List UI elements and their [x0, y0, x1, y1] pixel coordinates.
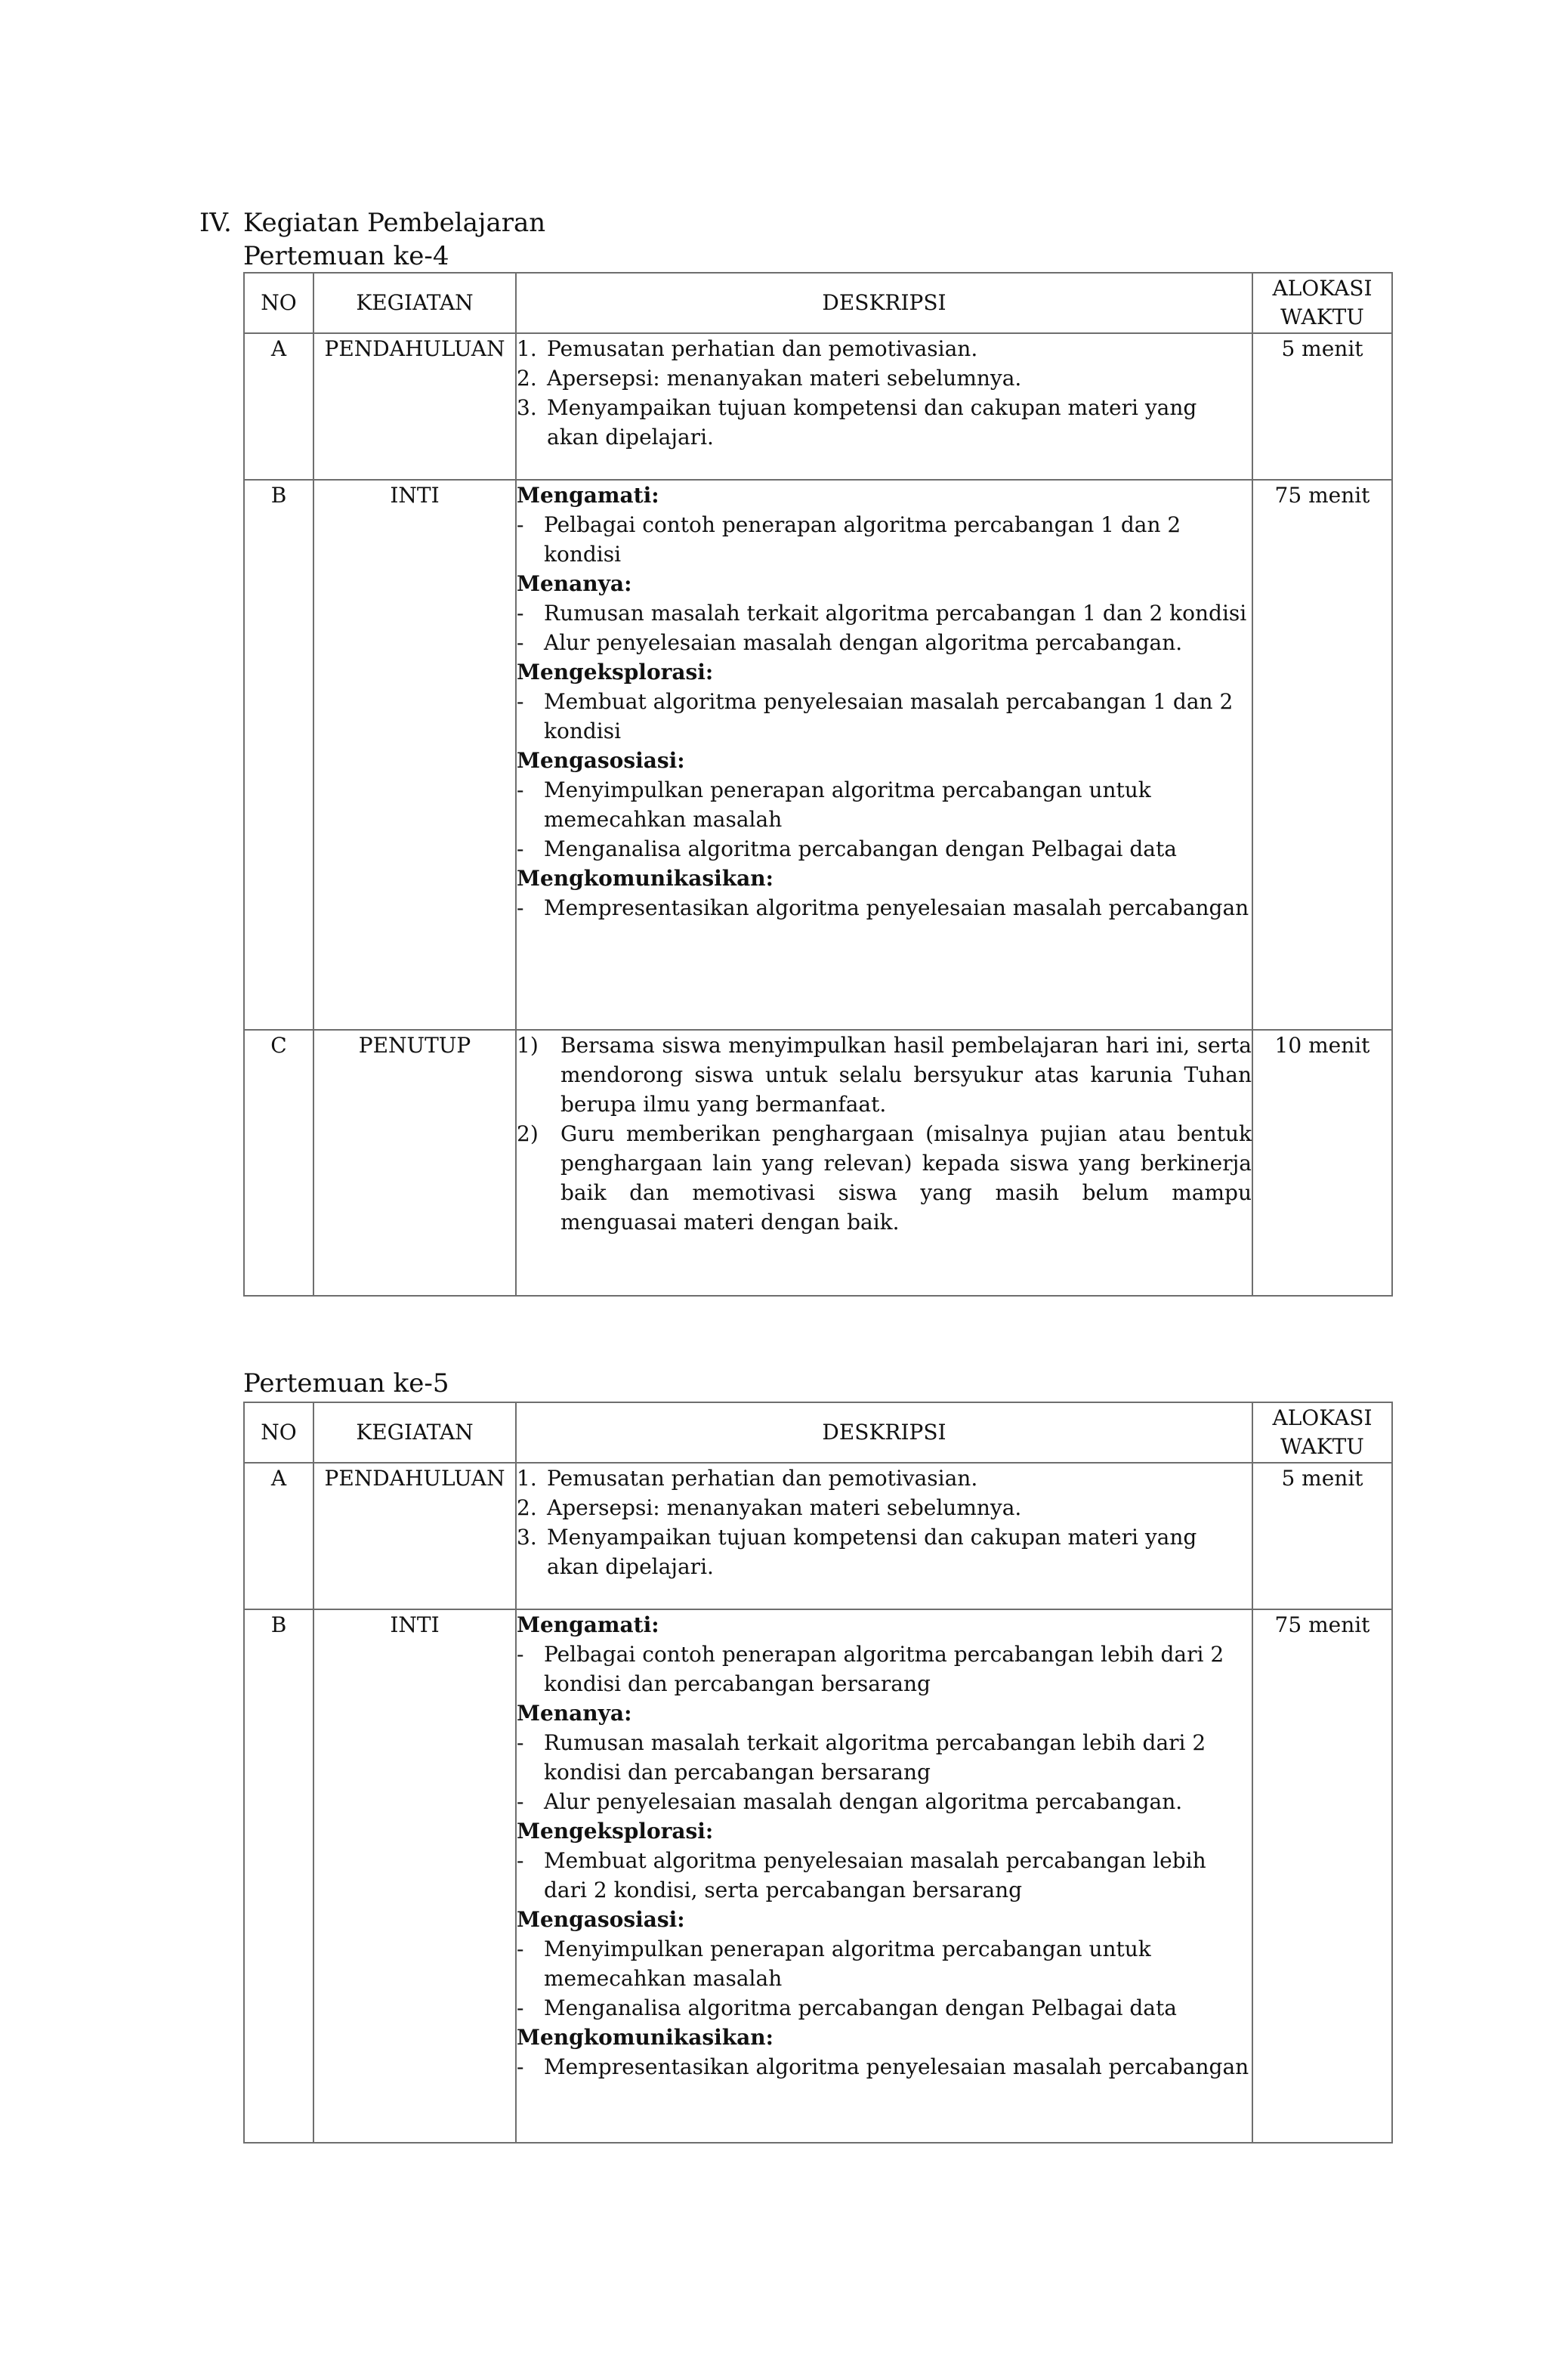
- list-item: - Mempresentasikan algoritma penyelesaian masalah percabangan: [517, 2052, 1252, 2082]
- row-alokasi-waktu: 75 menit: [1252, 480, 1392, 1030]
- row-deskripsi: [516, 1609, 1252, 2143]
- list-text: Apersepsi: menanyakan materi sebelumnya.: [547, 1495, 1022, 1520]
- stage-label: Mengasosiasi:: [517, 1907, 685, 1932]
- list-text: Menyampaikan tujuan kompetensi dan cakupan materi yang akan dipelajari.: [547, 395, 1197, 450]
- list-item: [517, 334, 1252, 363]
- list-text: Menganalisa algoritma percabangan dengan Pelbagai data: [544, 836, 1177, 861]
- row-alokasi-waktu: 5 menit: [1252, 333, 1392, 480]
- row-no: B: [244, 1609, 313, 2143]
- header-deskripsi: DESKRIPSI: [516, 273, 1252, 333]
- list-text: Mempresentasikan algoritma penyelesaian masalah percabangan: [544, 895, 1249, 920]
- row-no: A: [244, 1463, 313, 1609]
- list-item: [517, 393, 1252, 452]
- list-text: Pemusatan perhatian dan pemotivasian.: [547, 1466, 978, 1491]
- list-text: Menyampaikan tujuan kompetensi dan cakupan materi yang akan dipelajari.: [547, 1525, 1197, 1579]
- list-marker: 1): [517, 1033, 539, 1058]
- list-text: Pelbagai contoh penerapan algoritma percabangan 1 dan 2 kondisi: [544, 512, 1181, 567]
- header-no: NO: [244, 273, 313, 333]
- header-kegiatan: KEGIATAN: [313, 1402, 516, 1463]
- stage-label: Mengamati:: [517, 483, 659, 508]
- list-item: [517, 1119, 1252, 1237]
- row-no: B: [244, 480, 313, 1030]
- table-row-pendahuluan: [244, 333, 1392, 480]
- row-kegiatan: PENUTUP: [313, 1030, 516, 1296]
- table-row-pendahuluan: [244, 1463, 1392, 1609]
- row-no: A: [244, 333, 313, 480]
- list-text: Apersepsi: menanyakan materi sebelumnya.: [547, 366, 1022, 391]
- row-alokasi-waktu: 10 menit: [1252, 1030, 1392, 1296]
- row-kegiatan: INTI: [313, 1609, 516, 2143]
- stage-label: Mengasosiasi:: [517, 748, 685, 773]
- list-text: Guru memberikan penghargaan (misalnya pujian atau bentuk penghargaan lain yang relevan) kepada siswa yang berkinerja baik dan memotivasi siswa yang masih belum mampu menguasai materi dengan baik.: [560, 1121, 1252, 1235]
- list-text: Pelbagai contoh penerapan algoritma percabangan lebih dari 2 kondisi dan percabangan bersarang: [544, 1642, 1224, 1696]
- section-number: IV.: [199, 208, 232, 238]
- list-item: - Pelbagai contoh penerapan algoritma percabangan 1 dan 2 kondisi: [517, 510, 1252, 569]
- list-item: - Membuat algoritma penyelesaian masalah percabangan 1 dan 2 kondisi: [517, 687, 1252, 746]
- stage-label: Mengkomunikasikan:: [517, 2025, 774, 2050]
- row-no: C: [244, 1030, 313, 1296]
- header-alokasi: ALOKASI: [1272, 1405, 1373, 1430]
- meeting-4-table: [243, 272, 1393, 1297]
- row-deskripsi: [516, 480, 1252, 1030]
- list-item: [517, 363, 1252, 393]
- header-alokasi-waktu: [1252, 273, 1392, 333]
- row-alokasi-waktu: 75 menit: [1252, 1609, 1392, 2143]
- list-item: - Menyimpulkan penerapan algoritma percabangan untuk memecahkan masalah: [517, 775, 1252, 834]
- header-kegiatan: KEGIATAN: [313, 273, 516, 333]
- list-item: [517, 1031, 1252, 1119]
- stage-label: Mengeksplorasi:: [517, 660, 714, 685]
- table-row-inti: [244, 480, 1392, 1030]
- list-text: Rumusan masalah terkait algoritma percabangan 1 dan 2 kondisi: [544, 601, 1247, 626]
- row-deskripsi: [516, 1463, 1252, 1609]
- list-item: - Pelbagai contoh penerapan algoritma percabangan lebih dari 2 kondisi dan percabangan bersarang: [517, 1640, 1252, 1698]
- table-header-row: [244, 1402, 1392, 1463]
- list-text: Pemusatan perhatian dan pemotivasian.: [547, 336, 978, 361]
- list-text: Membuat algoritma penyelesaian masalah percabangan lebih dari 2 kondisi, serta percabangan bersarang: [544, 1848, 1206, 1902]
- list-item: - Menganalisa algoritma percabangan dengan Pelbagai data: [517, 1993, 1252, 2023]
- list-text: Menganalisa algoritma percabangan dengan Pelbagai data: [544, 1995, 1177, 2020]
- list-marker: 1.: [517, 1466, 537, 1491]
- list-text: Rumusan masalah terkait algoritma percabangan lebih dari 2 kondisi dan percabangan bersarang: [544, 1730, 1206, 1785]
- list-marker: 2.: [517, 1495, 537, 1520]
- header-alokasi: ALOKASI: [1272, 276, 1373, 301]
- table-row-penutup: [244, 1030, 1392, 1296]
- list-text: Menyimpulkan penerapan algoritma percabangan untuk memecahkan masalah: [544, 1936, 1151, 1991]
- list-item: [517, 1464, 1252, 1493]
- stage-label: Mengeksplorasi:: [517, 1819, 714, 1844]
- meeting-4-title: Pertemuan ke-4: [243, 241, 449, 271]
- list-marker: 3.: [517, 395, 537, 420]
- list-text: Mempresentasikan algoritma penyelesaian masalah percabangan: [544, 2054, 1249, 2079]
- list-marker: 3.: [517, 1525, 537, 1550]
- list-text: Membuat algoritma penyelesaian masalah percabangan 1 dan 2 kondisi: [544, 689, 1234, 743]
- header-waktu: WAKTU: [1280, 1434, 1364, 1459]
- header-alokasi-waktu: [1252, 1402, 1392, 1463]
- list-marker: 2.: [517, 366, 537, 391]
- list-item: - Menyimpulkan penerapan algoritma percabangan untuk memecahkan masalah: [517, 1934, 1252, 1993]
- list-item: - Alur penyelesaian masalah dengan algoritma percabangan.: [517, 1787, 1252, 1816]
- list-item: - Alur penyelesaian masalah dengan algoritma percabangan.: [517, 628, 1252, 657]
- meeting-5-table: [243, 1402, 1393, 2144]
- list-item: - Menganalisa algoritma percabangan dengan Pelbagai data: [517, 834, 1252, 864]
- list-text: Menyimpulkan penerapan algoritma percabangan untuk memecahkan masalah: [544, 777, 1151, 832]
- header-waktu: WAKTU: [1280, 304, 1364, 329]
- section-title: Kegiatan Pembelajaran: [243, 208, 546, 238]
- row-kegiatan: PENDAHULUAN: [313, 333, 516, 480]
- list-item: - Rumusan masalah terkait algoritma percabangan lebih dari 2 kondisi dan percabangan bersarang: [517, 1728, 1252, 1787]
- header-deskripsi: DESKRIPSI: [516, 1402, 1252, 1463]
- stage-label: Menanya:: [517, 1701, 632, 1726]
- list-item: - Mempresentasikan algoritma penyelesaian masalah percabangan: [517, 893, 1252, 923]
- list-item: - Membuat algoritma penyelesaian masalah percabangan lebih dari 2 kondisi, serta percabangan bersarang: [517, 1846, 1252, 1905]
- list-text: Alur penyelesaian masalah dengan algoritma percabangan.: [544, 630, 1183, 655]
- table-header-row: [244, 273, 1392, 333]
- list-item: - Rumusan masalah terkait algoritma percabangan 1 dan 2 kondisi: [517, 598, 1252, 628]
- list-item: [517, 1522, 1252, 1581]
- meeting-5-title: Pertemuan ke-5: [243, 1368, 449, 1399]
- stage-label: Mengamati:: [517, 1612, 659, 1637]
- row-deskripsi: [516, 1030, 1252, 1296]
- stage-label: Menanya:: [517, 571, 632, 596]
- row-kegiatan: INTI: [313, 480, 516, 1030]
- stage-label: Mengkomunikasikan:: [517, 866, 774, 891]
- table-row-inti: [244, 1609, 1392, 2143]
- list-marker: 1.: [517, 336, 537, 361]
- row-alokasi-waktu: 5 menit: [1252, 1463, 1392, 1609]
- list-text: Bersama siswa menyimpulkan hasil pembelajaran hari ini, serta mendorong siswa untuk selalu bersyukur atas karunia Tuhan berupa ilmu yang bermanfaat.: [560, 1033, 1252, 1117]
- row-deskripsi: [516, 333, 1252, 480]
- header-no: NO: [244, 1402, 313, 1463]
- list-item: [517, 1493, 1252, 1522]
- section-heading: [199, 207, 545, 239]
- row-kegiatan: PENDAHULUAN: [313, 1463, 516, 1609]
- list-text: Alur penyelesaian masalah dengan algoritma percabangan.: [544, 1789, 1183, 1814]
- list-marker: 2): [517, 1121, 539, 1146]
